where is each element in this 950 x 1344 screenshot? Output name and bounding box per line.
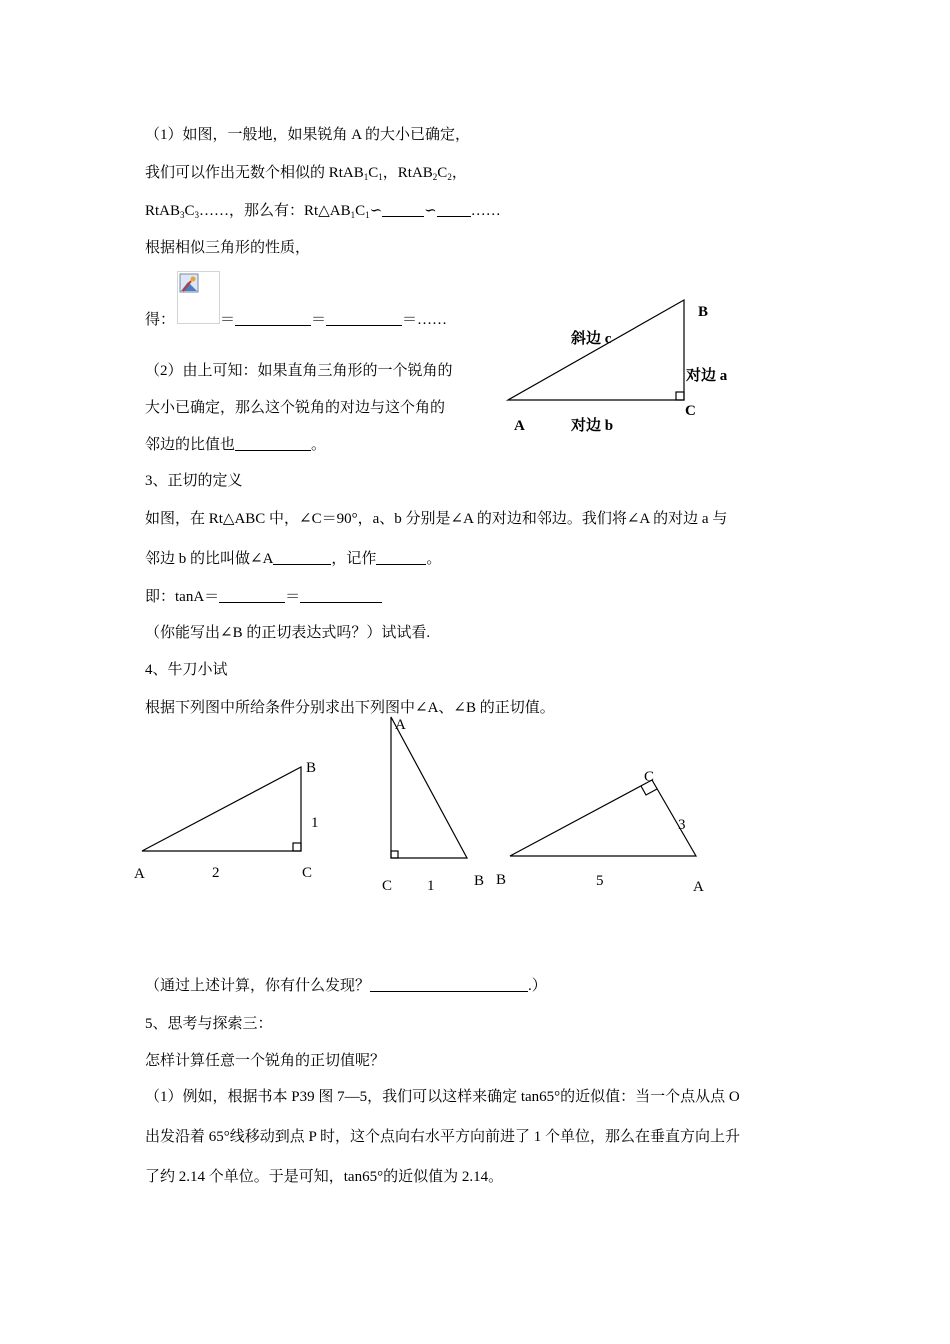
section-heading: 3、正切的定义: [145, 473, 243, 489]
fig1-label-C: C: [302, 865, 313, 881]
label-adjacent: 对边 b: [571, 418, 614, 434]
fig3-label-side-ca: 3: [678, 817, 686, 833]
fig2-label-B: B: [474, 873, 485, 889]
right-angle-mark: [641, 786, 657, 795]
para-line: 出发沿着 65°线移动到点 P 时，这个点向右水平方向前进了 1 个单位，那么在垂直方向上升: [145, 1129, 741, 1145]
para-line: 即：tanA＝ ＝: [145, 587, 382, 607]
para-line: （你能写出∠B 的正切表达式吗？）试试看.: [145, 625, 431, 641]
triangle-1: [142, 767, 301, 851]
fig3-label-C: C: [644, 769, 655, 785]
right-angle-mark: [676, 392, 684, 400]
para-line: 我们可以作出无数个相似的 $RtAB_1C_1$，$RtAB_2C_2$，: [145, 165, 467, 182]
fig2-label-A: A: [395, 717, 406, 733]
label-B: B: [698, 304, 709, 320]
label-C: C: [685, 403, 696, 419]
right-angle-mark: [293, 843, 301, 851]
fig2-label-side-cb: 1: [427, 878, 435, 894]
triangle-3: [510, 780, 696, 856]
para-line: 如图，在 Rt△ABC 中，∠C＝90°，a、b 分别是∠A 的对边和邻边。我们将∠A 的对边 a 与: [145, 511, 728, 527]
label-hypotenuse: 斜边 c: [571, 331, 612, 347]
fig1-label-side-bc: 1: [311, 815, 319, 831]
para-line: （1）例如，根据书本 P39 图 7—5，我们可以这样来确定 tan65°的近似值：当一个点从点 O: [145, 1089, 740, 1105]
section-heading: 5、思考与探索三：: [145, 1016, 273, 1032]
para-line: 邻边 b 的比叫做∠A ，记作 。: [145, 551, 442, 567]
main-triangle: [508, 300, 684, 400]
right-angle-mark: [391, 851, 398, 858]
para-line: 根据相似三角形的性质，: [145, 240, 311, 256]
fig1-label-B: B: [306, 760, 317, 776]
para-line: （1）如图，一般地，如果锐角 A 的大小已确定，: [145, 127, 471, 143]
fig3-label-B: B: [496, 872, 507, 888]
main-triangle-figure: [508, 300, 684, 400]
triangle-2: [391, 717, 467, 858]
para-line: （通过上述计算，你有什么发现？ .）: [145, 978, 547, 994]
para-line: 邻边的比值也 。: [145, 437, 327, 453]
section-heading: 4、牛刀小试: [145, 662, 228, 678]
fig1-label-A: A: [134, 866, 145, 882]
para-line: $RtAB_3C_3\dots\dots$，那么有：$Rt\triangle AB_1C_1∽$ ∽ ……: [145, 203, 501, 220]
label-A: A: [514, 418, 525, 434]
para-line: 怎样计算任意一个锐角的正切值呢？: [145, 1053, 386, 1069]
fig2-label-C: C: [382, 878, 393, 894]
fig3-label-A: A: [693, 879, 704, 895]
para-line: 了约 2.14 个单位。于是可知，tan65°的近似值为 2.14。: [145, 1169, 504, 1185]
para-line: 根据下列图中所给条件分别求出下列图中∠A、∠B 的正切值。: [145, 700, 555, 716]
para-line: 大小已确定，那么这个锐角的对边与这个角的: [145, 400, 446, 416]
para-line: 得： ＝ ＝ ＝……: [145, 312, 448, 328]
para-line: （2）由上可知：如果直角三角形的一个锐角的: [145, 363, 453, 379]
label-opposite: 对边 a: [686, 368, 728, 384]
fig1-label-side-ac: 2: [212, 865, 220, 881]
fig3-label-side-ab: 5: [596, 873, 604, 889]
